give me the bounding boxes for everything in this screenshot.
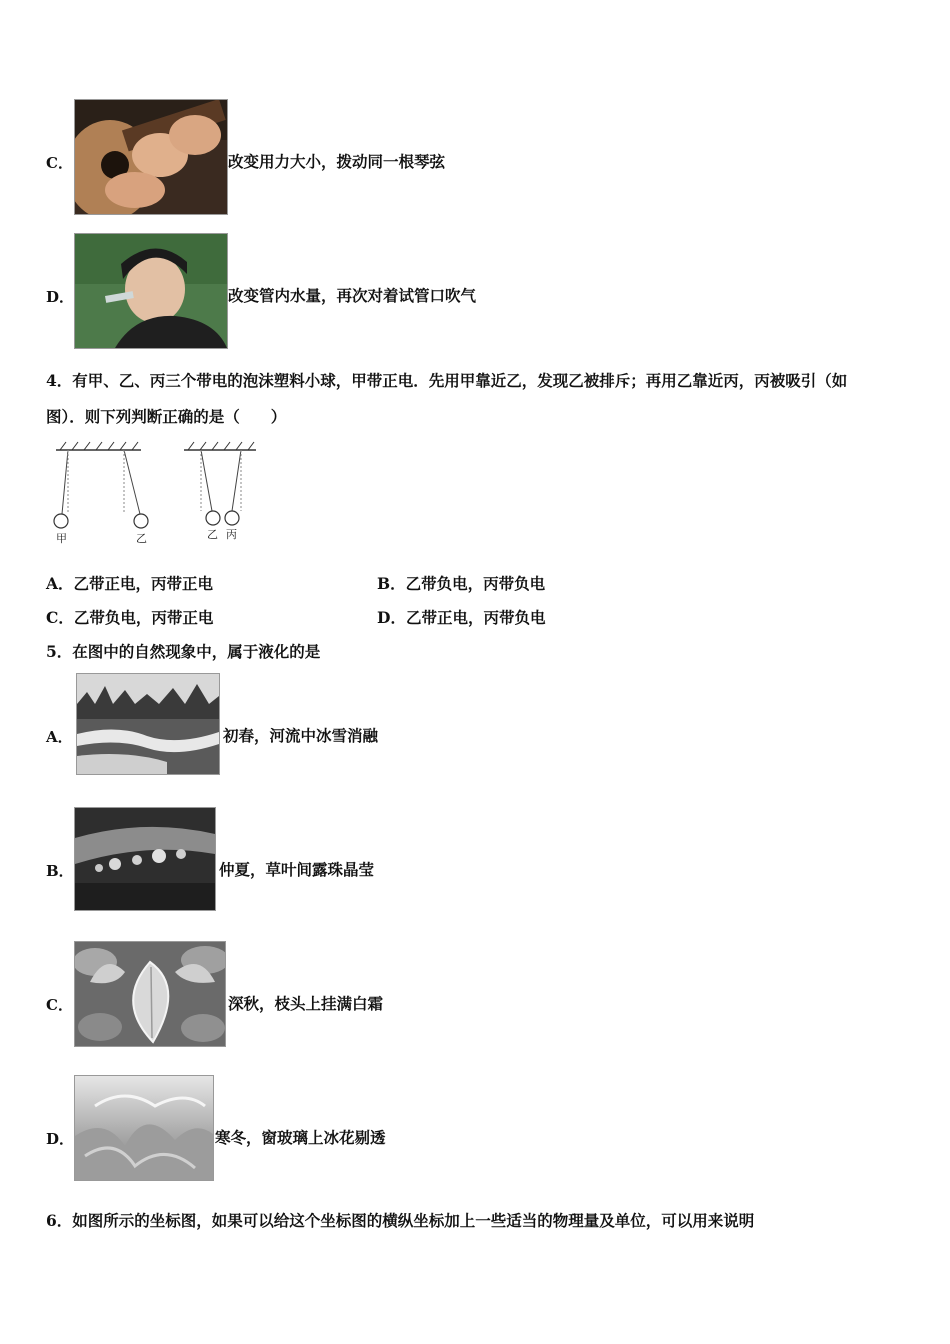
dew-drops-photo bbox=[74, 807, 216, 911]
girl-blowing-tube-photo bbox=[74, 233, 228, 349]
q3-option-d-label: D． bbox=[46, 288, 75, 306]
q5-option-a-text: 初春，河流中冰雪消融 bbox=[223, 726, 379, 745]
q5-option-c-label: C． bbox=[46, 996, 73, 1014]
q4-option-d: D．乙带正电，丙带负电 bbox=[377, 608, 546, 627]
q5-option-c-text: 深秋，枝头上挂满白霜 bbox=[228, 994, 384, 1013]
ball-label-bing: 丙 bbox=[226, 528, 237, 541]
q5-option-b-text: 仲夏，草叶间露珠晶莹 bbox=[219, 860, 375, 879]
q5-stem: 5．在图中的自然现象中，属于液化的是 bbox=[46, 642, 321, 661]
q4-option-b: B．乙带负电，丙带负电 bbox=[377, 574, 546, 593]
charged-balls-figure bbox=[46, 438, 258, 548]
q3-option-c-label: C． bbox=[46, 154, 73, 172]
ball-label-yi-2: 乙 bbox=[207, 528, 218, 541]
q3-option-c-text: 改变用力大小，拨动同一根琴弦 bbox=[228, 152, 446, 171]
q5-option-b-label: B． bbox=[46, 862, 74, 880]
q4-option-a: A．乙带正电，丙带正电 bbox=[46, 574, 214, 593]
q4-stem-line1: 4．有甲、乙、丙三个带电的泡沫塑料小球，甲带正电．先用甲靠近乙，发现乙被排斥；再用乙靠近丙，丙被吸引（如 bbox=[46, 371, 848, 390]
q5-option-a-label: A． bbox=[46, 728, 73, 746]
frost-leaves-photo bbox=[74, 941, 226, 1047]
q5-option-d-label: D． bbox=[46, 1130, 75, 1148]
river-ice-photo bbox=[76, 673, 220, 775]
q3-option-d-text: 改变管内水量，再次对着试管口吹气 bbox=[228, 286, 477, 305]
window-frost-photo bbox=[74, 1075, 214, 1181]
q4-stem-line2: 图）．则下列判断正确的是（ ） bbox=[46, 407, 287, 426]
ball-label-jia: 甲 bbox=[56, 532, 67, 545]
q4-option-c: C．乙带负电，丙带正电 bbox=[46, 608, 214, 627]
ball-label-yi: 乙 bbox=[136, 532, 147, 545]
q5-option-d-text: 寒冬，窗玻璃上冰花剔透 bbox=[215, 1128, 386, 1147]
guitar-photo bbox=[74, 99, 228, 215]
q6-stem: 6．如图所示的坐标图，如果可以给这个坐标图的横纵坐标加上一些适当的物理量及单位，可以用来说明 bbox=[46, 1211, 755, 1230]
